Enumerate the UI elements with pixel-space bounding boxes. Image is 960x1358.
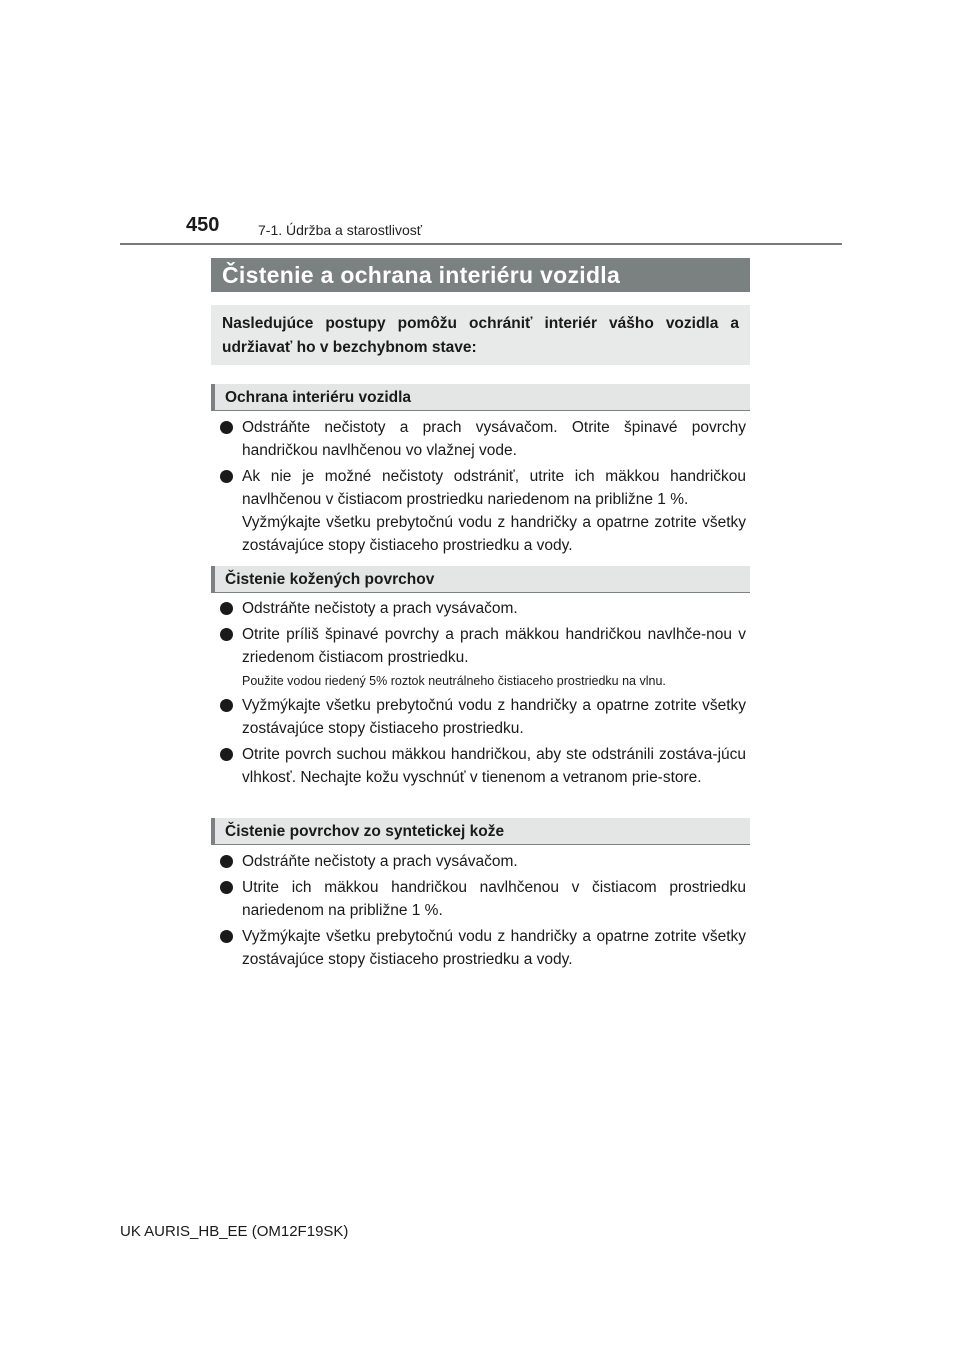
bullet-text: Vyžmýkajte všetku prebytočnú vodu z handričky a opatrne zotrite všetky zostávajúce stopy čistiaceho prostriedku.: [242, 697, 746, 737]
page-number: 450: [186, 214, 220, 236]
bullet-text: Ak nie je možné nečistoty odstrániť, utrite ich mäkkou handričkou navlhčenou v čistiacom prostriedku nariedenom na približne 1 %.: [242, 468, 746, 508]
list-item: [220, 850, 746, 873]
list-item: [220, 597, 746, 620]
page-title: Čistenie a ochrana interiéru vozidla: [211, 258, 750, 292]
bullet-text: Vyžmýkajte všetku prebytočnú vodu z handričky a opatrne zotrite všetky zostávajúce stopy čistiaceho prostriedku a vody.: [242, 514, 746, 554]
section-heading-leather: Čistenie kožených povrchov: [211, 566, 750, 593]
list-item: [220, 416, 746, 462]
bullet-text: Vyžmýkajte všetku prebytočnú vodu z handričky a opatrne zotrite všetky zostávajúce stopy čistiaceho prostriedku a vody.: [242, 928, 746, 968]
bullet-list-leather: [220, 597, 746, 792]
bullet-text: Utrite ich mäkkou handričkou navlhčenou v čistiacom prostriedku nariedenom na približne 1 %.: [242, 879, 746, 919]
bullet-dot-icon: [220, 855, 233, 868]
header-rule: [120, 243, 842, 245]
bullet-dot-icon: [220, 699, 233, 712]
intro-box: Nasledujúce postupy pomôžu ochrániť interiér vášho vozidla a udržiavať ho v bezchybnom stave:: [211, 305, 750, 365]
bullet-dot-icon: [220, 602, 233, 615]
bullet-list-interior-protection: [220, 416, 746, 560]
list-item: [220, 694, 746, 740]
bullet-dot-icon: [220, 421, 233, 434]
list-item: [220, 925, 746, 971]
section-heading-interior-protection: Ochrana interiéru vozidla: [211, 384, 750, 411]
list-item: [220, 876, 746, 922]
bullet-text: Odstráňte nečistoty a prach vysávačom.: [242, 600, 518, 617]
bullet-text: Odstráňte nečistoty a prach vysávačom.: [242, 853, 518, 870]
bullet-text: Otrite príliš špinavé povrchy a prach mäkkou handričkou navlhče-nou v zriedenom čistiacom prostriedku.: [242, 626, 746, 666]
bullet-dot-icon: [220, 881, 233, 894]
bullet-dot-icon: [220, 748, 233, 761]
bullet-text: Otrite povrch suchou mäkkou handričkou, aby ste odstránili zostáva-júcu vlhkosť. Nechajte kožu vyschnúť v tienenom a vetranom prie-store.: [242, 746, 746, 786]
bullet-text: Odstráňte nečistoty a prach vysávačom. Otrite špinavé povrchy handričkou navlhčenou vo vlažnej vode.: [242, 419, 746, 459]
list-item: [220, 465, 746, 511]
list-item-continuation: [220, 511, 746, 557]
bullet-list-synthetic-leather: [220, 850, 746, 974]
note-text: Použite vodou riedený 5% roztok neutrálneho čistiaceho prostriedku na vlnu.: [242, 674, 666, 688]
bullet-dot-icon: [220, 470, 233, 483]
footer-doc-id: UK AURIS_HB_EE (OM12F19SK): [120, 1223, 349, 1240]
list-item: [220, 743, 746, 789]
bullet-dot-icon: [220, 628, 233, 641]
section-path: 7-1. Údržba a starostlivosť: [258, 222, 422, 238]
section-heading-synthetic-leather: Čistenie povrchov zo syntetickej kože: [211, 818, 750, 845]
list-item: [220, 623, 746, 669]
bullet-dot-icon: [220, 930, 233, 943]
